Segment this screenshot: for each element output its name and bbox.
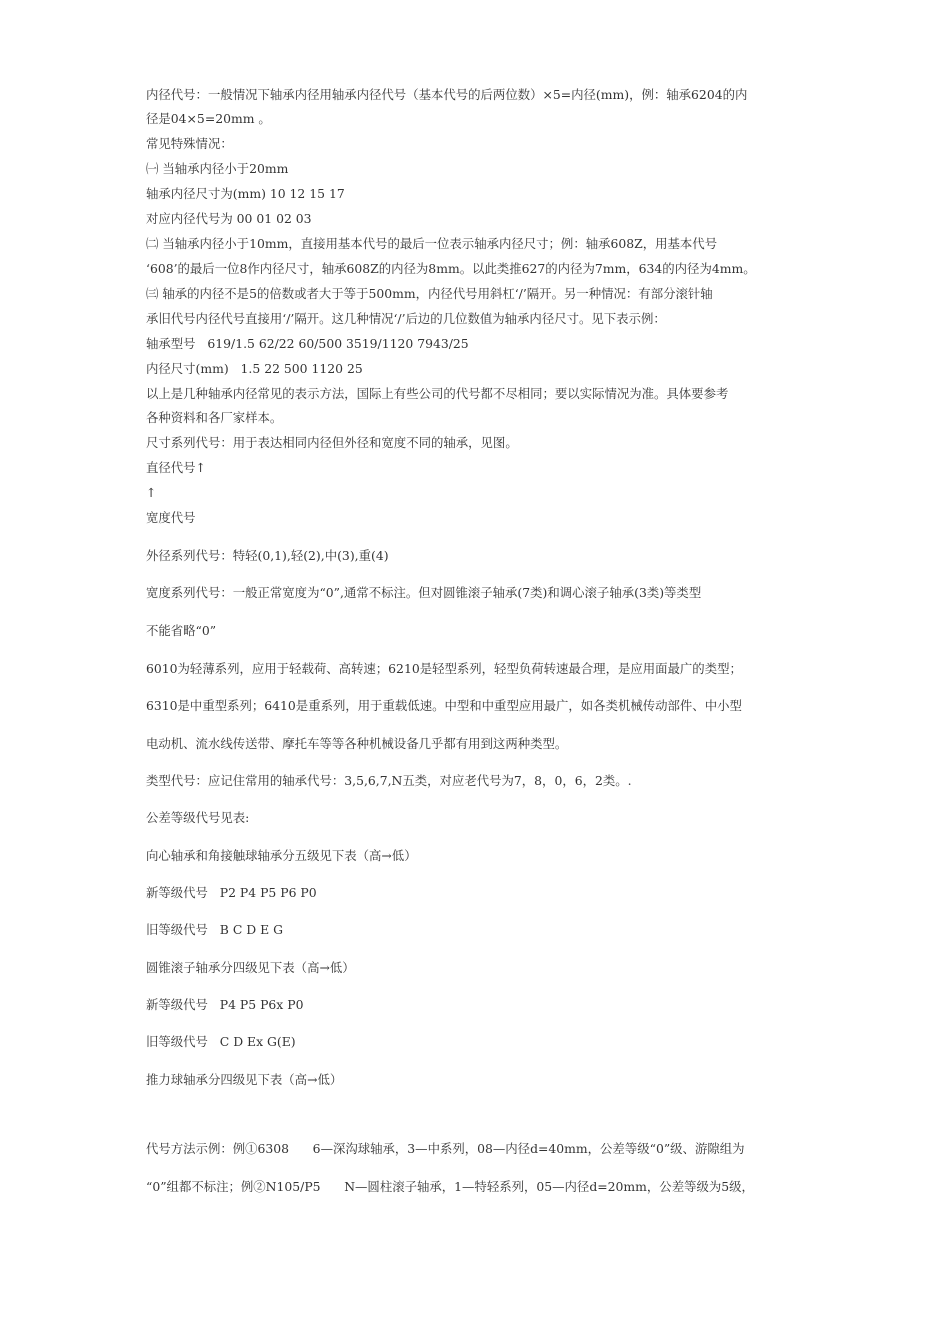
text-line: 新等级代号 P2 P4 P5 P6 P0 — [146, 885, 317, 900]
text-line: 宽度代号 — [146, 510, 196, 525]
text-line: 径是04×5=20mm 。 — [146, 111, 271, 126]
text-line: 圆锥滚子轴承分四级见下表（高→低） — [146, 960, 355, 975]
text-line: 对应内径代号为 00 01 02 03 — [146, 211, 312, 226]
text-line: 6010为轻薄系列，应用于轻载荷、高转速；6210是轻型系列，轻型负荷转速最合理，是应用面最广的类型； — [146, 661, 742, 676]
text-line: 类型代号：应记住常用的轴承代号：3,5,6,7,N五类，对应老代号为7，8，0，6，2类。. — [146, 773, 632, 788]
text-line: ㈡ 当轴承内径小于10mm，直接用基本代号的最后一位表示轴承内径尺寸；例：轴承608Z，用基本代号 — [146, 236, 718, 251]
text-line: 代号方法示例：例①6308 6—深沟球轴承，3—中系列，08—内径d=40mm，公差等级“0”级、游隙组为 — [146, 1141, 745, 1156]
text-line: 旧等级代号 C D Ex G(E) — [146, 1034, 296, 1049]
text-line: 内径尺寸(mm) 1.5 22 500 1120 25 — [146, 361, 363, 376]
text-line: 推力球轴承分四级见下表（高→低） — [146, 1072, 343, 1087]
text-line: “0”组都不标注；例②N105/P5 N—圆柱滚子轴承，1—特轻系列，05—内径d=20mm，公差等级为5级， — [146, 1179, 754, 1194]
text-line: 各种资料和各厂家样本。 — [146, 410, 283, 425]
text-line: 不能省略“0” — [146, 623, 217, 638]
text-line: 宽度系列代号：一般正常宽度为“0”,通常不标注。但对圆锥滚子轴承(7类)和调心滚子轴承(3类)等类型 — [146, 585, 702, 600]
text-line: 以上是几种轴承内径常见的表示方法，国际上有些公司的代号都不尽相同；要以实际情况为准。具体要参考 — [146, 386, 729, 401]
text-line: 承旧代号内径代号直接用‘/’隔开。这几种情况‘/’后边的几位数值为轴承内径尺寸。见下表示例： — [146, 311, 666, 326]
text-line: 向心轴承和角接触球轴承分五级见下表（高→低） — [146, 848, 417, 863]
text-line: 尺寸系列代号：用于表达相同内径但外径和宽度不同的轴承，见图。 — [146, 435, 518, 450]
text-line: 旧等级代号 B C D E G — [146, 922, 283, 937]
text-line: 轴承型号 619/1.5 62/22 60/500 3519/1120 7943/25 — [146, 336, 469, 351]
text-line: ‘608’的最后一位8作内径尺寸，轴承608Z的内径为8mm。以此类推627的内径为7mm，634的内径为4mm。 — [146, 261, 756, 276]
text-line: 常见特殊情况： — [146, 136, 233, 151]
text-line: 轴承内径尺寸为(mm) 10 12 15 17 — [146, 186, 345, 201]
text-line: 公差等级代号见表: — [146, 810, 250, 825]
text-line: ㈢ 轴承的内径不是5的倍数或者大于等于500mm，内径代号用斜杠‘/’隔开。另一种情况：有部分滚针轴 — [146, 286, 713, 301]
text-line: ㈠ 当轴承内径小于20mm — [146, 161, 289, 176]
text-line: 新等级代号 P4 P5 P6x P0 — [146, 997, 304, 1012]
text-line: 6310是中重型系列；6410是重系列，用于重载低速。中型和中重型应用最广，如各类机械传动部件、中小型 — [146, 698, 742, 713]
text-line: 电动机、流水线传送带、摩托车等等各种机械设备几乎都有用到这两种类型。 — [146, 736, 568, 751]
text-line: ↑ — [146, 485, 157, 500]
text-line: 外径系列代号：特轻(0,1),轻(2),中(3),重(4) — [146, 548, 389, 563]
text-line: 内径代号：一般情况下轴承内径用轴承内径代号（基本代号的后两位数）×5=内径(mm)，例：轴承6204的内 — [146, 87, 748, 102]
text-line: 直径代号↑ — [146, 460, 206, 475]
